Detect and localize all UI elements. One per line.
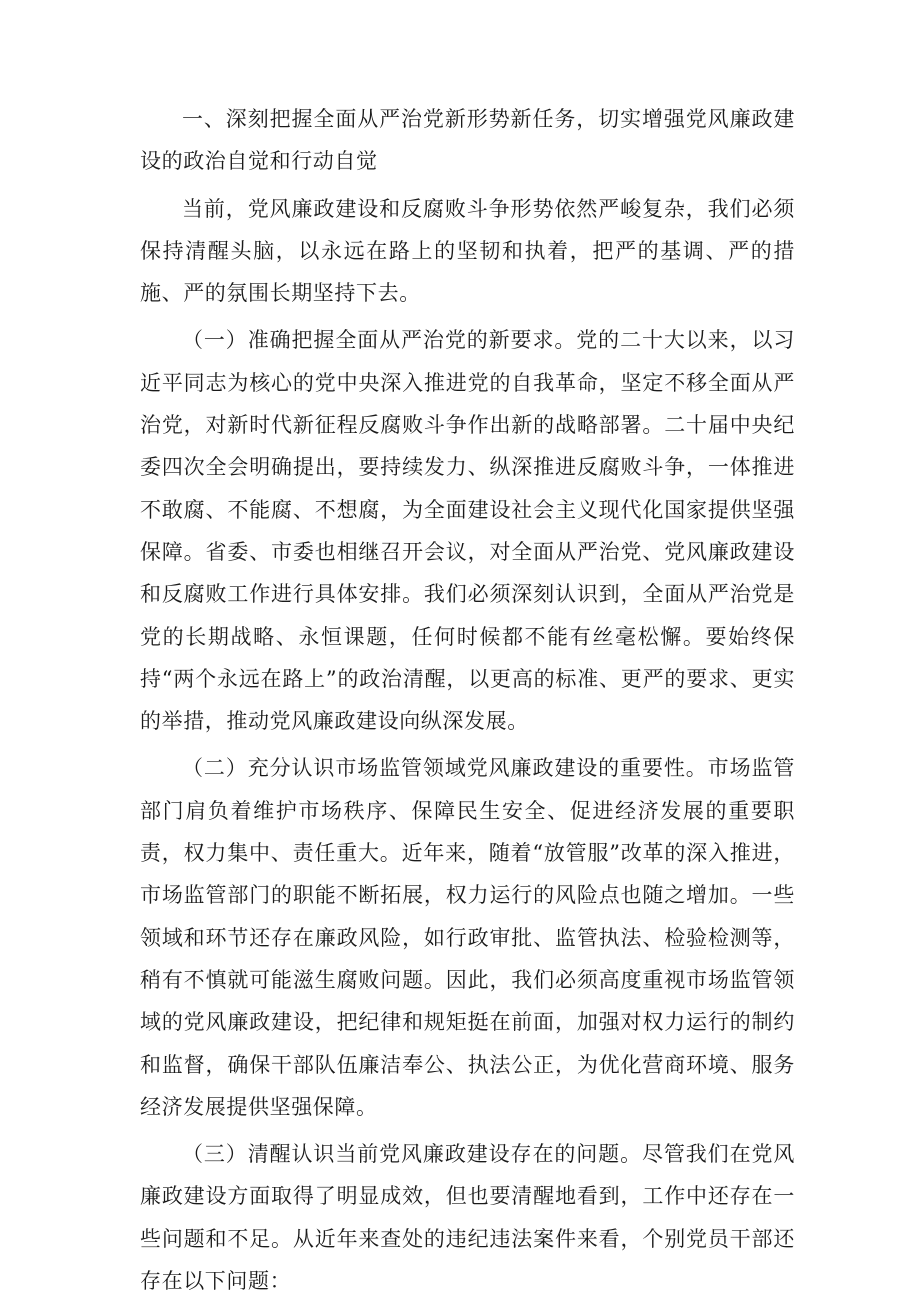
paragraph-point-2: （二）充分认识市场监管领域党风廉政建设的重要性。市场监管部门肩负着维护市场秩序、保障民生安全、促进经济发展的重要职责，权力集中、责任重大。近年来，随着“放管服”改革的深入推进，市场监管部门的职能不断拓展，权力运行的风险点也随之增加。一些领域和环节还存在廉政风险，如行政审批、监管执法、检验检测等，稍有不慎就可能滋生腐败问题。因此，我们必须高度重视市场监管领域的党风廉政建设，把纪律和规矩挺在前面，加强对权力运行的制约和监督，确保干部队伍廉洁奉公、执法公正，为优化营商环境、服务经济发展提供坚强保障。	[140, 756, 795, 1119]
paragraph-point-3: （三）清醒认识当前党风廉政建设存在的问题。尽管我们在党风廉政建设方面取得了明显成效，但也要清醒地看到，工作中还存在一些问题和不足。从近年来查处的违纪违法案件来看，个别党员干部还存在以下问题：	[140, 1142, 795, 1294]
section-heading: 一、深刻把握全面从严治党新形势新任务，切实增强党风廉政建设的政治自觉和行动自觉	[140, 107, 795, 174]
paragraph-intro: 当前，党风廉政建设和反腐败斗争形势依然严峻复杂，我们必须保持清醒头脑，以永远在路上的坚韧和执着，把严的基调、严的措施、严的氛围长期坚持下去。	[140, 196, 795, 306]
paragraph-point-1: （一）准确把握全面从严治党的新要求。党的二十大以来，以习近平同志为核心的党中央深入推进党的自我革命，坚定不移全面从严治党，对新时代新征程反腐败斗争作出新的战略部署。二十届中央纪委四次全会明确提出，要持续发力、纵深推进反腐败斗争，一体推进不敢腐、不能腐、不想腐，为全面建设社会主义现代化国家提供坚强保障。省委、市委也相继召开会议，对全面从严治党、党风廉政建设和反腐败工作进行具体安排。我们必须深刻认识到，全面从严治党是党的长期战略、永恒课题，任何时候都不能有丝毫松懈。要始终保持“两个永远在路上”的政治清醒，以更高的标准、更严的要求、更实的举措，推动党风廉政建设向纵深发展。	[140, 328, 795, 734]
document-body	[140, 98, 795, 1302]
